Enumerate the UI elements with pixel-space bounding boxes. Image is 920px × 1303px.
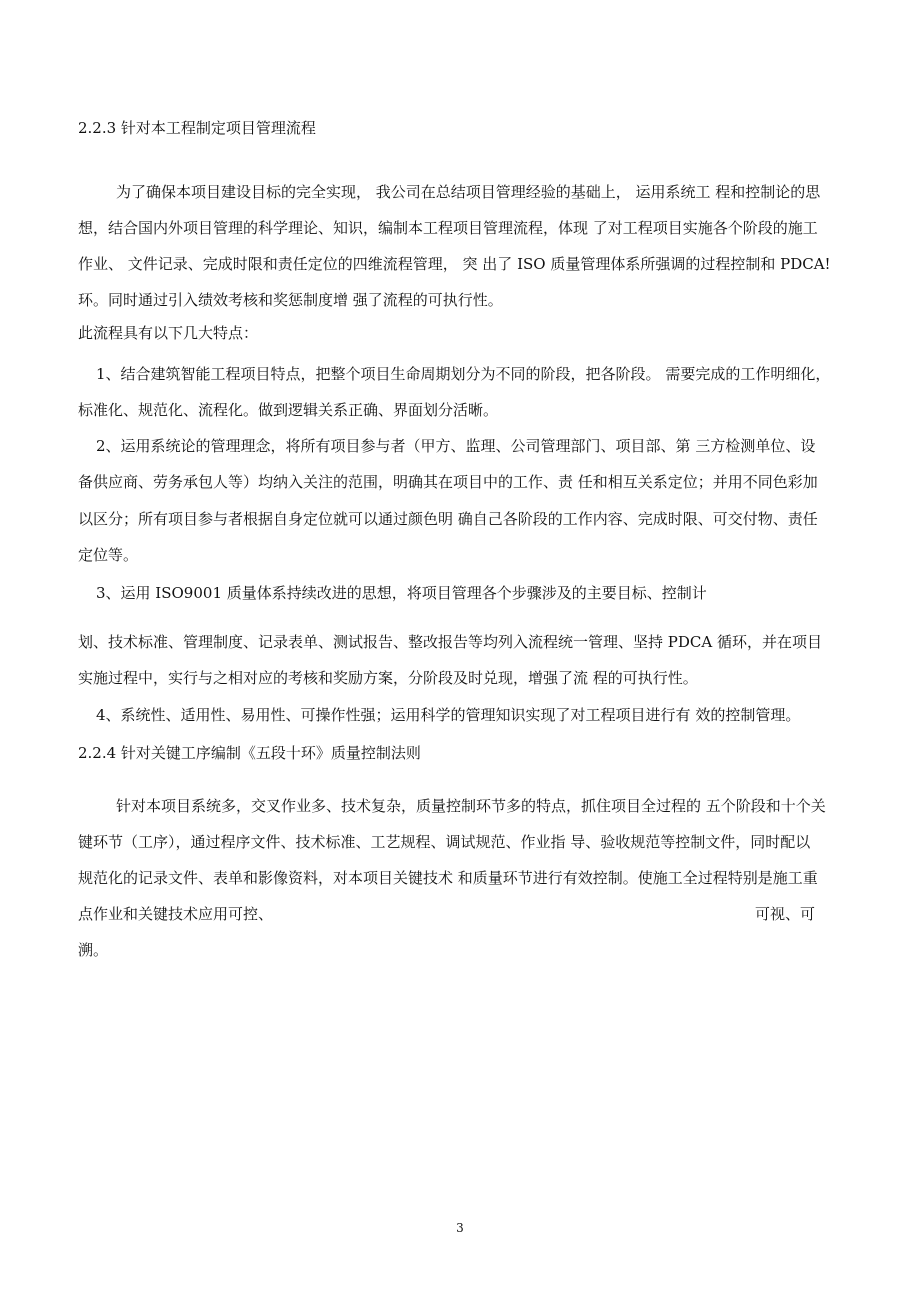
paragraph-line: 溯。 (78, 941, 109, 959)
paragraph-line: 键环节（工序），通过程序文件、技术标准、工艺规程、调试规范、作业指 导、验收规范等控制文件，同时配以 (78, 833, 811, 851)
list-item-1-line: 1、结合建筑智能工程项目特点，把整个项目生命周期划分为不同的阶段，把各阶段。 需要完成的工作明细化， (96, 365, 831, 383)
list-item-3-line: 3、运用 ISO9001 质量体系持续改进的思想，将项目管理各个步骤涉及的主要目标、控制计 (96, 584, 707, 602)
paragraph-line: 环。同时通过引入绩效考核和奖惩制度增 强了流程的可执行性。 (78, 291, 503, 309)
paragraph-line: 规范化的记录文件、表单和影像资料，对本项目关键技术 和质量环节进行有效控制。使施工全过程特别是施工重 (78, 869, 818, 887)
section-heading-2-2-3: 2.2.3 针对本工程制定项目管理流程 (78, 119, 316, 137)
paragraph-line-right-fragment: 可视、可 (755, 905, 816, 923)
paragraph-line: 想，结合国内外项目管理的科学理论、知识，编制本工程项目管理流程，体现 了对工程项目实施各个阶段的施工 (78, 219, 818, 237)
paragraph-line: 作业、 文件记录、完成时限和责任定位的四维流程管理， 突 出了 ISO 质量管理体系所强调的过程控制和 PDCA! (78, 255, 831, 273)
paragraph-line: 为了确保本项目建设目标的完全实现， 我公司在总结项目管理经验的基础上， 运用系统工 程和控制论的思 (116, 183, 821, 201)
list-item-1-line: 标准化、规范化、流程化。做到逻辑关系正确、界面划分活晰。 (78, 401, 499, 419)
paragraph-line: 针对本项目系统多，交叉作业多、技术复杂，质量控制环节多的特点，抓住项目全过程的 五个阶段和十个关 (116, 797, 826, 815)
list-item-2-line: 定位等。 (78, 546, 139, 564)
list-item-2-line: 备供应商、劳务承包人等）均纳入关注的范围，明确其在项目中的工作、责 任和相互关系定位；并用不同色彩加 (78, 473, 818, 491)
section-heading-2-2-4: 2.2.4 针对关键工序编制《五段十环》质量控制法则 (78, 744, 421, 762)
paragraph-line: 点作业和关键技术应用可控、 (78, 905, 274, 923)
features-intro: 此流程具有以下几大特点： (78, 324, 259, 342)
list-item-3-line: 划、技术标准、管理制度、记录表单、测试报告、整改报告等均列入流程统一管理、坚持 PDCA 循环，并在项目 (78, 633, 822, 651)
page-number: 3 (456, 1221, 464, 1235)
list-item-4-line: 4、系统性、适用性、易用性、可操作性强；运用科学的管理知识实现了对工程项目进行有 效的控制管理。 (96, 706, 801, 724)
list-item-2-line: 以区分；所有项目参与者根据自身定位就可以通过颜色明 确自己各阶段的工作内容、完成时限、可交付物、责任 (78, 510, 818, 528)
list-item-3-line: 实施过程中，实行与之相对应的考核和奖励方案，分阶段及时兑现，增强了流 程的可执行性。 (78, 669, 698, 687)
list-item-2-line: 2、运用系统论的管理理念，将所有项目参与者（甲方、监理、公司管理部门、项目部、第 三方检测单位、设 (96, 437, 816, 455)
